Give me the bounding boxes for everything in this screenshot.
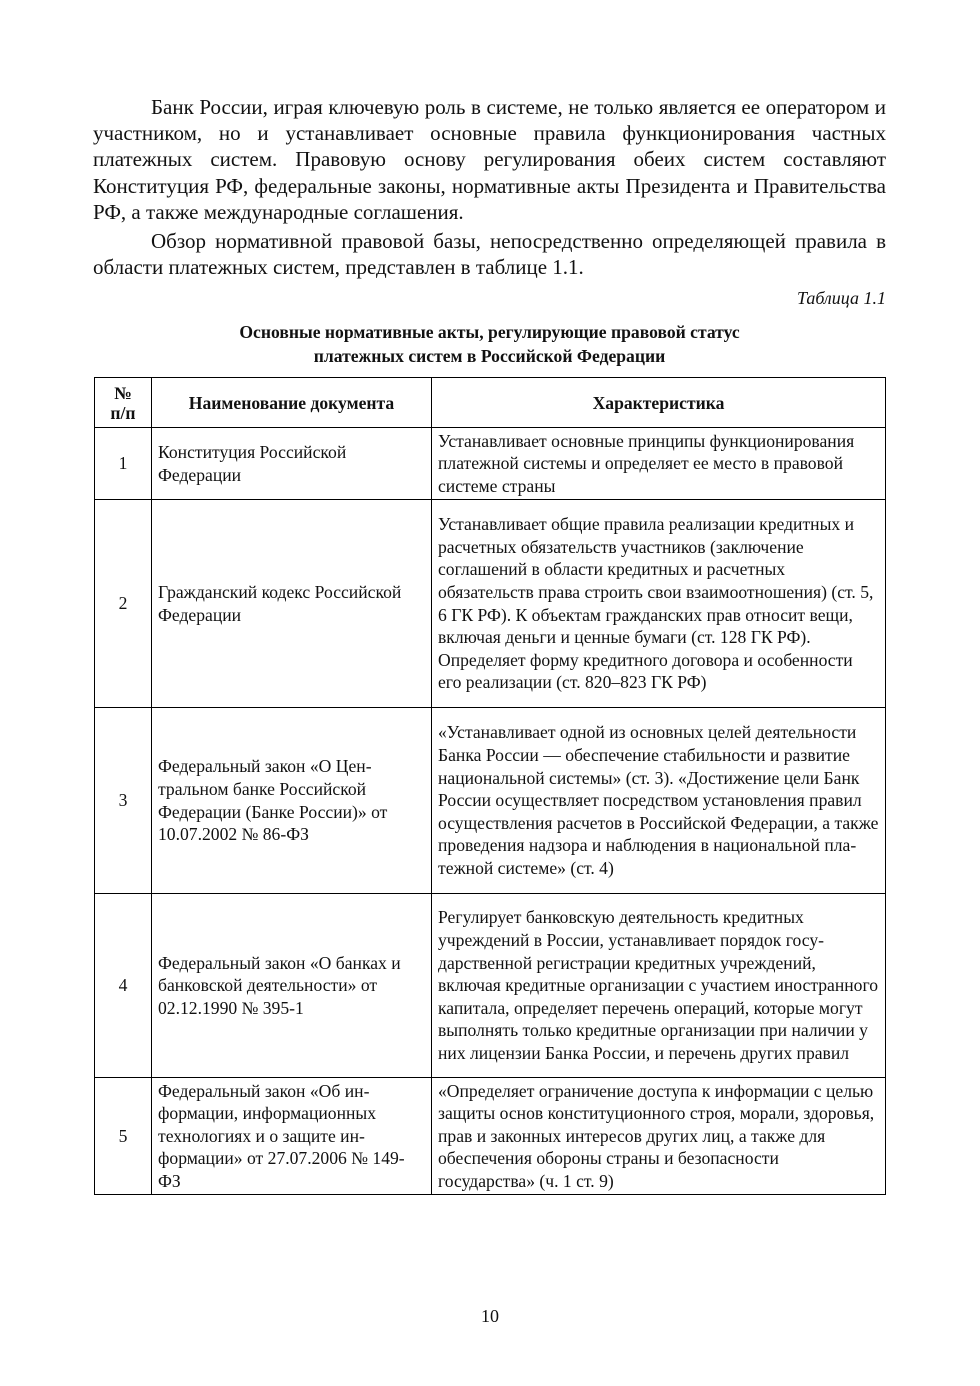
row-number: 3 [95,708,152,894]
row-number: 4 [95,894,152,1078]
row-description: Устанавливает общие правила реализации кредитных и расчетных обязательств участников (заключение соглашений в области кредитных и расчетных обязательств права строить свои взаимоотношения) (ст. 5, 6 ГК РФ). К объектам гражданских прав относит вещи, включая деньги и ценные бумаги (ст. 128 ГК РФ). Определяет форму кредитного договора и особенности его реализации (ст. 820–823 ГК РФ) [432,500,886,708]
header-number-symbol: № [114,382,132,403]
header-document: Наименование документа [152,378,432,428]
header-number-abbrev: п/п [110,402,136,423]
table-title [93,320,886,368]
table-row [95,708,886,894]
row-document: Конституция Российской Федерации [152,428,432,500]
header-description: Характеристика [432,378,886,428]
table-caption: Таблица 1.1 [796,288,886,308]
regulatory-acts-table [94,377,886,1195]
table-row [95,428,886,500]
table-title-line-2: платежных систем в Российской Федерации [313,346,666,366]
table-title-line-1: Основные нормативные акты, регулирующие правовой статус [239,322,740,342]
row-description: Устанавливает основные принципы функционирования платежной системы и определяет ее место в правовой системе страны [432,428,886,500]
row-description: «Устанавливает одной из основных целей деятельности Банка России — обеспечение стабильности и развитие национальной системы» (ст. 3). «Достижение цели Банк России осуществляет посредством установления правил осуществления расчетов в Российской Федерации, а также проведения надзора и наблюдения в национальной платежной системе» (ст. 4) [432,708,886,894]
table-row [95,1078,886,1195]
page-number: 10 [481,1306,499,1326]
table-header-row [95,378,886,428]
row-number: 2 [95,500,152,708]
table-row [95,894,886,1078]
row-description: «Определяет ограничение доступа к информации с целью защиты основ конституционного строя, морали, здоровья, прав и законных интересов других лиц, а также для обеспечения обороны страны и безопасности государства» (ч. 1 ст. 9) [432,1078,886,1195]
body-paragraph-2: Обзор нормативной правовой базы, непосредственно определяющей правила в области платежных систем, представлен в таблице 1.1. [93,229,886,280]
table-row [95,500,886,708]
row-number: 5 [95,1078,152,1195]
row-document: Федеральный закон «Об информации, информационных технологиях и о защите информации» от 27.07.2006 № 149-ФЗ [152,1078,432,1195]
row-description: Регулирует банковскую деятельность кредитных учреждений в России, устанавливает порядок государственной регистрации кредитных учреждений, включая кредитные организации с участием иностранного капитала, определяет перечень операций, которые могут выполнять только кредитные организации при наличии у них лицензии Банка России, и перечень других правил [432,894,886,1078]
row-number: 1 [95,428,152,500]
body-paragraph-1: Банк России, играя ключевую роль в системе, не только является ее оператором и участником, но и устанавливает основные правила функционирования частных платежных систем. Правовую основу регулирования обеих систем составляют Конституция РФ, федеральные законы, нормативные акты Президента и Правительства РФ, а также международные соглашения. [93,95,886,224]
row-document: Федеральный закон «О банках и банковской деятельности» от 02.12.1990 № 395-1 [152,894,432,1078]
row-document: Гражданский кодекс Российской Федерации [152,500,432,708]
row-document: Федеральный закон «О Центральном банке Российской Федерации (Банке России)» от 10.07.2002 № 86-ФЗ [152,708,432,894]
header-number [95,378,152,428]
